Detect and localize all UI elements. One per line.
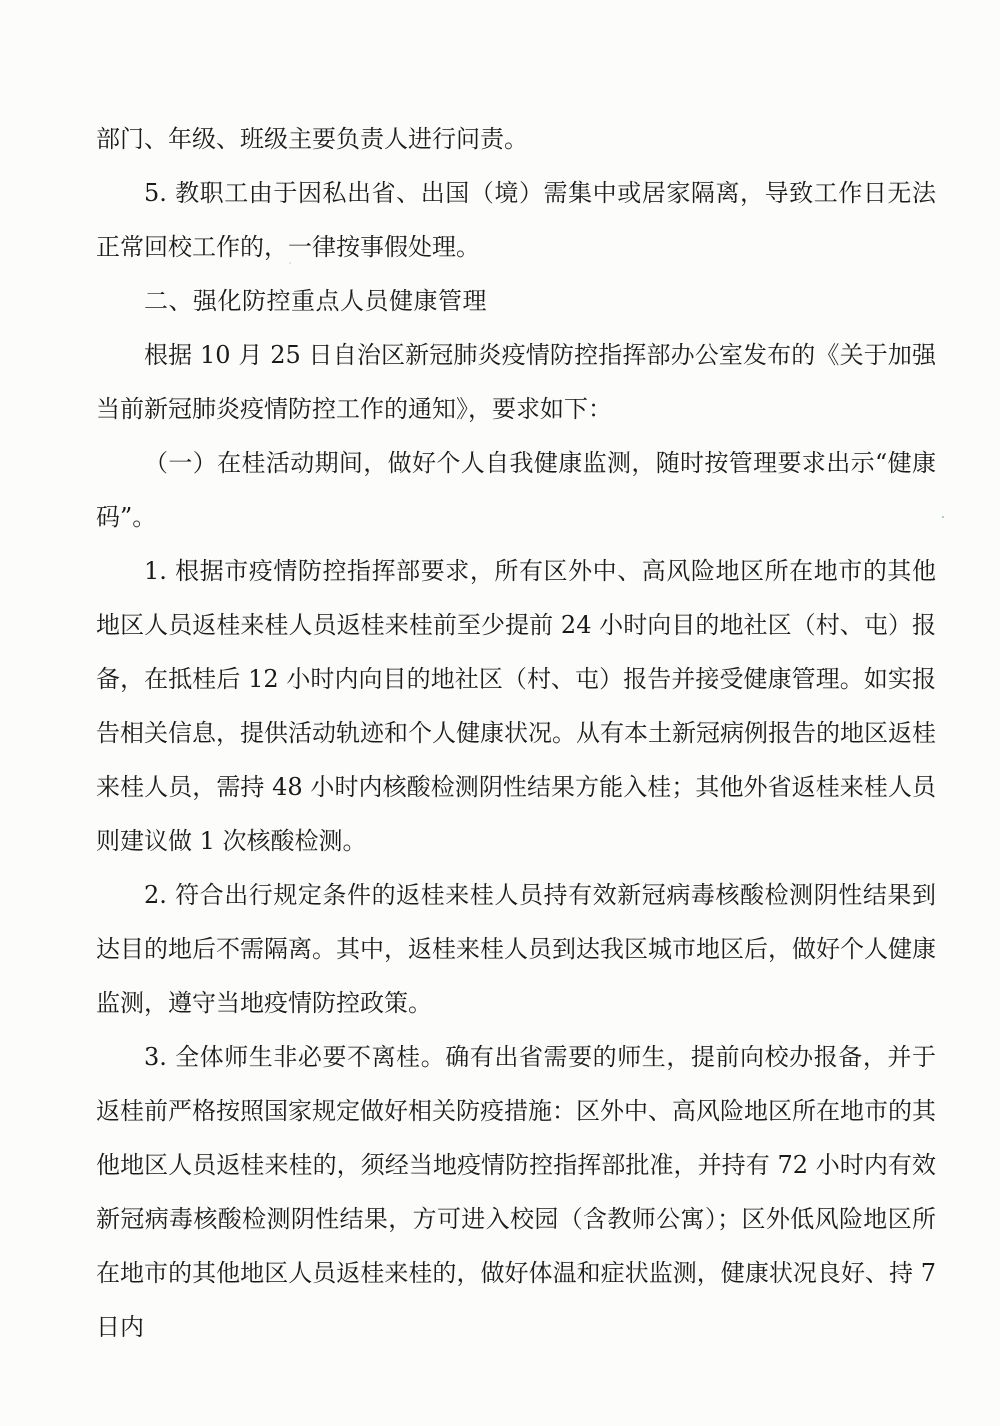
paragraph-item-1: 1. 根据市疫情防控指挥部要求，所有区外中、高风险地区所在地市的其他地区人员返桂来桂人员返桂来桂前至少提前 24 小时向目的地社区（村、屯）报备，在抵桂后 12 小时内向目的地社区（村、屯）报告并接受健康管理。如实报告相关信息，提供活动轨迹和个人健康状况。从有本土新冠病例报告的地区返桂来桂人员，需持 48 小时内核酸检测阴性结果方能入桂；其他外省返桂来桂人员则建议做 1 次核酸检测。 <box>96 557 936 855</box>
section-heading-2: 二、强化防控重点人员健康管理 <box>144 287 487 315</box>
paragraph-continuation: 部门、年级、班级主要负责人进行问责。 <box>96 125 528 153</box>
paragraph-subsection-1: （一）在桂活动期间，做好个人自我健康监测，随时按管理要求出示“健康码”。 <box>96 449 936 531</box>
paragraph-item-2: 2. 符合出行规定条件的返桂来桂人员持有效新冠病毒核酸检测阴性结果到达目的地后不需隔离。其中，返桂来桂人员到达我区城市地区后，做好个人健康监测，遵守当地疫情防控政策。 <box>96 881 936 1017</box>
paragraph-item-5: 5. 教职工由于因私出省、出国（境）需集中或居家隔离，导致工作日无法正常回校工作的，一律按事假处理。 <box>96 179 936 261</box>
scan-speck <box>289 262 291 264</box>
document-body <box>96 112 936 1354</box>
scan-speck <box>942 516 944 518</box>
paragraph-notice-reference: 根据 10 月 25 日自治区新冠肺炎疫情防控指挥部办公室发布的《关于加强当前新冠肺炎疫情防控工作的通知》，要求如下： <box>96 341 936 423</box>
paragraph-item-3: 3. 全体师生非必要不离桂。确有出省需要的师生，提前向校办报备，并于返桂前严格按照国家规定做好相关防疫措施：区外中、高风险地区所在地市的其他地区人员返桂来桂的，须经当地疫情防控指挥部批准，并持有 72 小时内有效新冠病毒核酸检测阴性结果，方可进入校园（含教师公寓）；区外低风险地区所在地市的其他地区人员返桂来桂的，做好体温和症状监测，健康状况良好、持 7 日内 <box>96 1043 936 1341</box>
